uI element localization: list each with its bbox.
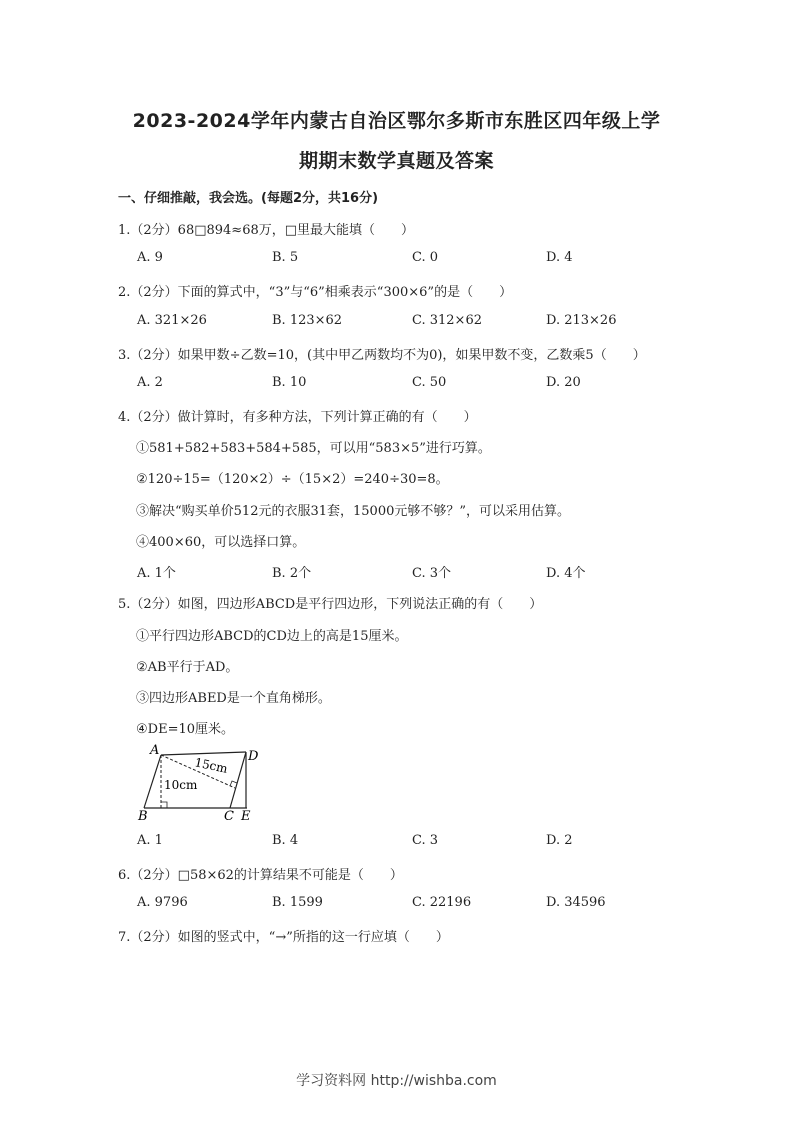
q2-option-b: B. 123×62 xyxy=(272,313,343,328)
q2-option-c: C. 312×62 xyxy=(412,313,482,328)
question-4: 4.（2分）做计算时，有多种方法，下列计算正确的有（ ） xyxy=(118,410,477,425)
label-b: B xyxy=(138,809,148,824)
q3-option-a: A. 2 xyxy=(137,375,163,390)
q1-option-c: C. 0 xyxy=(412,250,439,265)
side-ab xyxy=(144,755,161,808)
q1-option-d: D. 4 xyxy=(546,250,573,265)
question-5: 5.（2分）如图，四边形ABCD是平行四边形，下列说法正确的有（ ） xyxy=(118,597,543,612)
q3-option-d: D. 20 xyxy=(546,375,581,390)
label-a: A xyxy=(150,743,160,758)
label-c: C xyxy=(224,809,234,824)
q4-statement-3: ③解决“购买单价512元的衣服31套，15000元够不够？”，可以采用估算。 xyxy=(136,504,571,519)
right-angle-mark-1 xyxy=(161,802,167,808)
label-d: D xyxy=(248,749,259,764)
q5-option-b: B. 4 xyxy=(272,833,299,848)
q6-option-c: C. 22196 xyxy=(412,895,472,910)
side-dc xyxy=(230,752,246,808)
question-6: 6.（2分）□58×62的计算结果不可能是（ ） xyxy=(118,868,403,883)
question-2: 2.（2分）下面的算式中，“3”与“6”相乘表示“300×6”的是（ ） xyxy=(118,285,513,300)
q6-option-b: B. 1599 xyxy=(272,895,323,910)
q1-option-a: A. 9 xyxy=(137,250,163,265)
section-heading: 一、仔细推敲，我会选。(每题2分，共16分) xyxy=(118,191,379,206)
label-10cm: 10cm xyxy=(164,778,198,792)
q1-option-b: B. 5 xyxy=(272,250,299,265)
label-15cm: 15cm xyxy=(193,755,229,776)
q3-option-b: B. 10 xyxy=(272,375,307,390)
q6-option-a: A. 9796 xyxy=(137,895,188,910)
parallelogram-figure xyxy=(134,742,264,824)
label-e: E xyxy=(241,809,251,824)
q4-option-b: B. 2个 xyxy=(272,566,312,581)
q5-statement-4: ④DE=10厘米。 xyxy=(136,722,235,737)
q5-statement-1: ①平行四边形ABCD的CD边上的高是15厘米。 xyxy=(136,629,408,644)
q6-option-d: D. 34596 xyxy=(546,895,606,910)
footer-watermark[interactable]: 学习资料网 http://wishba.com xyxy=(296,1073,497,1089)
question-1: 1.（2分）68□894≈68万，□里最大能填（ ） xyxy=(118,223,415,238)
document-title-line-2: 期期末数学真题及答案 xyxy=(298,150,494,172)
q4-option-a: A. 1个 xyxy=(137,566,176,581)
q4-statement-1: ①581+582+583+584+585，可以用“583×5”进行巧算。 xyxy=(136,441,491,456)
q4-option-c: C. 3个 xyxy=(412,566,452,581)
q4-option-d: D. 4个 xyxy=(546,566,586,581)
q5-option-c: C. 3 xyxy=(412,833,439,848)
q5-option-d: D. 2 xyxy=(546,833,573,848)
document-title-line-1: 2023-2024学年内蒙古自治区鄂尔多斯市东胜区四年级上学 xyxy=(132,110,661,132)
q5-option-a: A. 1 xyxy=(137,833,163,848)
q3-option-c: C. 50 xyxy=(412,375,447,390)
question-7: 7.（2分）如图的竖式中，“→”所指的这一行应填（ ） xyxy=(118,930,449,945)
q4-statement-4: ④400×60，可以选择口算。 xyxy=(136,535,306,550)
q4-statement-2: ②120÷15=（120×2）÷（15×2）=240÷30=8。 xyxy=(136,472,449,487)
side-ad xyxy=(161,752,246,755)
question-3: 3.（2分）如果甲数÷乙数=10，(其中甲乙两数均不为0)，如果甲数不变，乙数乘5（ ） xyxy=(118,348,646,363)
q2-option-a: A. 321×26 xyxy=(137,313,207,328)
q5-statement-3: ③四边形ABED是一个直角梯形。 xyxy=(136,691,331,706)
q5-statement-2: ②AB平行于AD。 xyxy=(136,660,239,675)
q2-option-d: D. 213×26 xyxy=(546,313,617,328)
